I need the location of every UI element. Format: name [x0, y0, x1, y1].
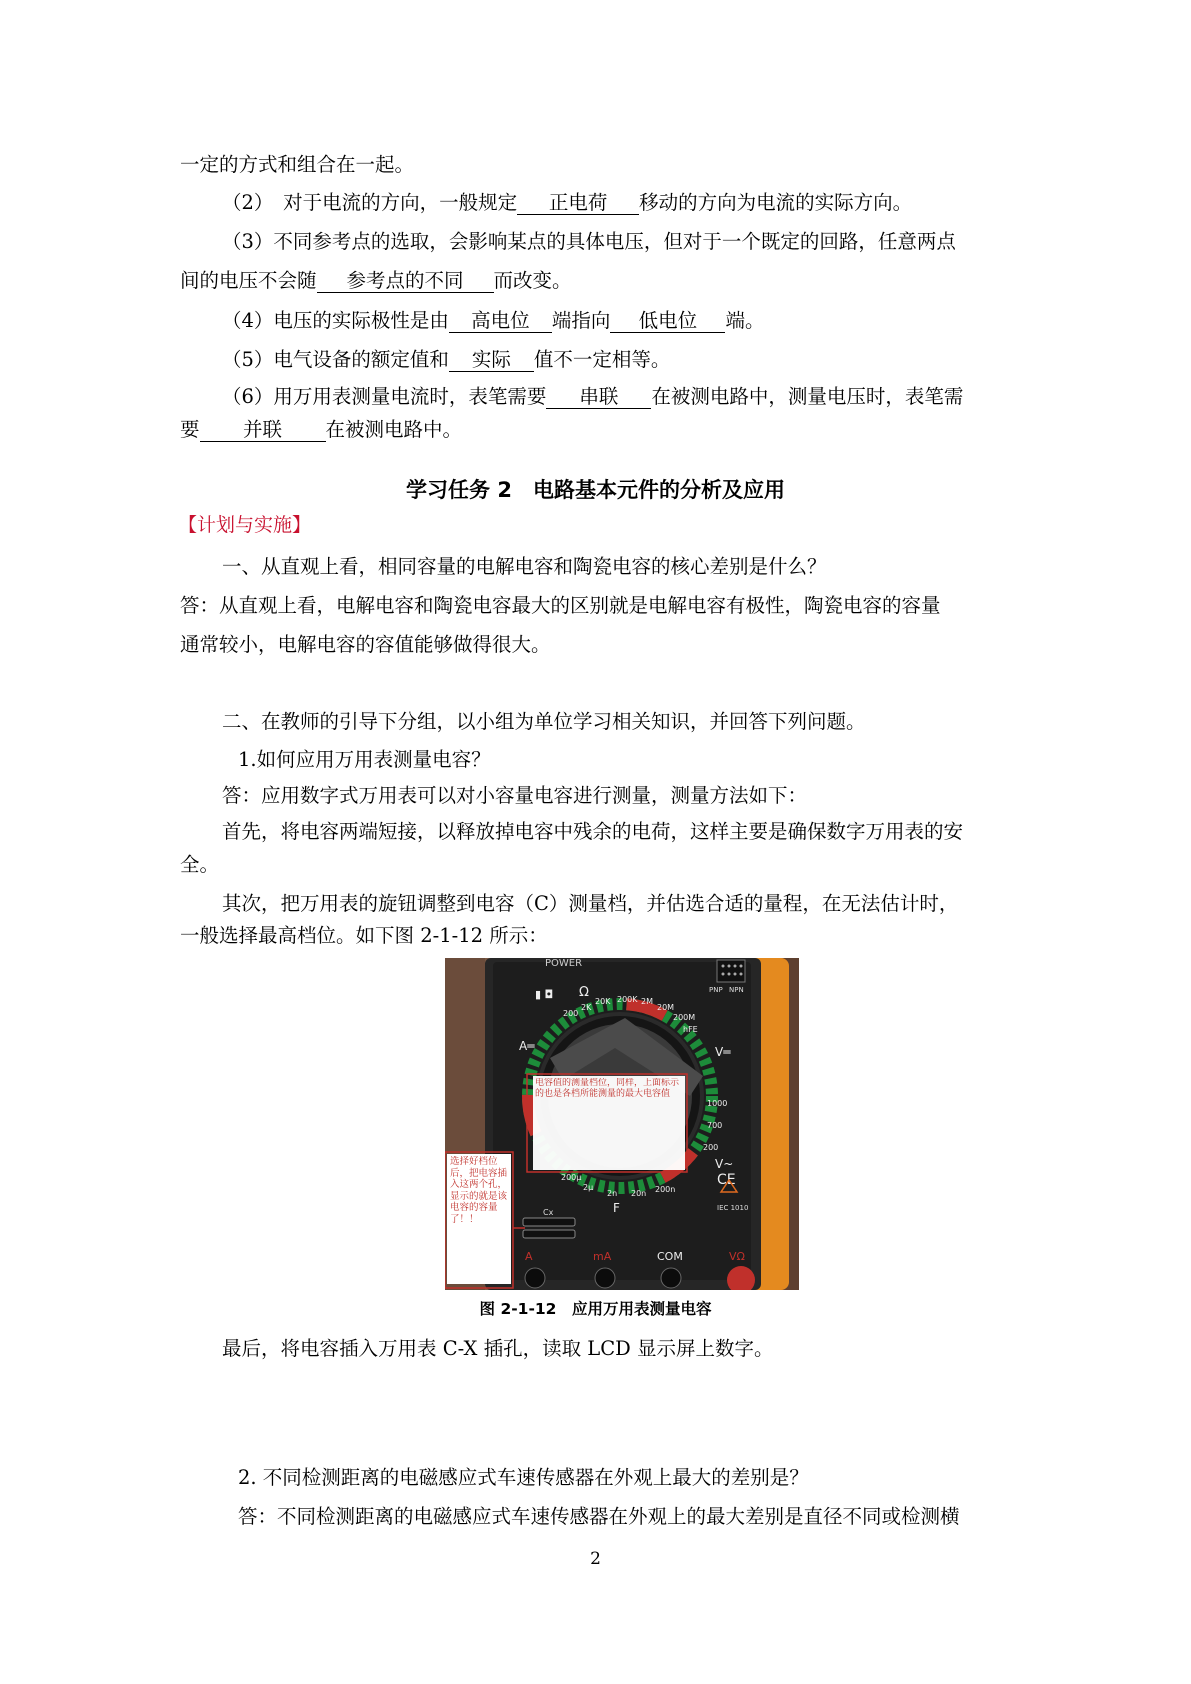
range-label: 200: [703, 1143, 719, 1152]
range-label: 2μ: [583, 1183, 594, 1192]
text-segment: 端指向: [551, 309, 611, 332]
text-line: [222, 190, 912, 216]
answer-text: 答：从直观上看，电解电容和陶瓷电容最大的区别就是电解电容有极性，陶瓷电容的容量: [180, 594, 941, 617]
text-line: [222, 347, 670, 373]
text-line: 全。: [180, 853, 220, 876]
answer-blank: 参考点的不同: [317, 270, 494, 293]
answer-blank: 高电位: [449, 310, 552, 333]
text-segment: 在被测电路中。: [325, 418, 463, 441]
page-number: 2: [590, 1549, 601, 1569]
farad-label: F: [613, 1201, 620, 1215]
cx-label: Cx: [543, 1208, 554, 1217]
text-line: 其次，把万用表的旋钮调整到电容（C）测量档，并估选合适的量程，在无法估计时，: [222, 892, 959, 915]
text-line: [180, 417, 462, 443]
text-segment: 在被测电路中，测量电压时，表笔需: [651, 385, 964, 408]
range-label: 20K: [595, 997, 611, 1006]
answer-text: 答：不同检测距离的电磁感应式车速传感器在外观上的最大差别是直径不同或检测横: [238, 1505, 960, 1528]
section-title: 学习任务 2 电路基本元件的分析及应用: [406, 478, 785, 502]
text-line: [222, 308, 764, 334]
brand-label: POWER: [545, 958, 583, 969]
range-label: 700: [707, 1121, 723, 1130]
v-ac-label: V~: [715, 1157, 734, 1171]
photo-note-left: 选择好档位后，把电容插入这两个孔，显示的就是该电容的容量了！！: [450, 1156, 508, 1225]
text-line: （3）不同参考点的选取，会影响某点的具体电压，但对于一个既定的回路，任意两点: [222, 230, 956, 253]
text-segment: 端。: [725, 309, 765, 332]
range-label: 2K: [581, 1003, 592, 1012]
ce-mark: CE: [717, 1172, 736, 1188]
com-jack-label: COM: [657, 1250, 683, 1263]
range-label: 200n: [655, 1185, 676, 1194]
question: 二、在教师的引导下分组，以小组为单位学习相关知识，并回答下列问题。: [222, 710, 866, 733]
range-label: 20n: [631, 1189, 647, 1198]
text-line: 一定的方式和组合在一起。: [180, 153, 415, 176]
text-segment: （2） 对于电流的方向，一般规定: [222, 191, 518, 214]
photo-note-center: 电容值的测量档位，同样，上面标示的也是各档所能测量的最大电容值: [535, 1078, 680, 1099]
text-line: [180, 268, 572, 294]
multimeter-photo: [445, 958, 799, 1290]
range-label: 2M: [641, 997, 653, 1006]
a-jack-label: A: [525, 1250, 533, 1263]
question: 2. 不同检测距离的电磁感应式车速传感器在外观上最大的差别是？: [238, 1466, 809, 1489]
text-line: 一般选择最高档位。如下图 2-1-12 所示：: [180, 924, 548, 947]
answer-blank: 正电荷: [517, 192, 639, 215]
text-segment: 移动的方向为电流的实际方向。: [639, 191, 913, 214]
vohm-jack-label: VΩ: [729, 1250, 745, 1263]
plan-heading: 【计划与实施】: [178, 514, 312, 536]
range-label: 200K: [617, 995, 638, 1004]
range-label: 2n: [607, 1189, 618, 1198]
power-indicator-label: ▮ ◘: [535, 988, 554, 1001]
answer-blank: 串联: [546, 386, 651, 409]
text-segment: （6）用万用表测量电流时，表笔需要: [222, 385, 547, 408]
text-line: [222, 384, 963, 410]
pnp-label: PNP: [709, 986, 723, 994]
answer-text: 通常较小，电解电容的容值能够做得很大。: [180, 633, 551, 656]
range-label: 200: [563, 1009, 579, 1018]
figure-caption: 图 2-1-12 应用万用表测量电容: [479, 1300, 712, 1318]
answer-blank: 实际: [449, 349, 534, 372]
answer-text: 答：应用数字式万用表可以对小容量电容进行测量，测量方法如下：: [222, 784, 808, 807]
text-line: 最后，将电容插入万用表 C-X 插孔，读取 LCD 显示屏上数字。: [222, 1337, 774, 1360]
range-label: 200M: [673, 1013, 696, 1022]
text-segment: 值不一定相等。: [533, 348, 671, 371]
text-segment: （4）电压的实际极性是由: [222, 309, 449, 332]
range-label: 1000: [707, 1099, 728, 1108]
text-line: 首先，将电容两端短接，以释放掉电容中残余的电荷，这样主要是确保数字万用表的安: [222, 820, 964, 843]
ma-jack-label: mA: [593, 1250, 612, 1263]
hfe-label: hFE: [683, 1025, 698, 1034]
text-segment: 而改变。: [493, 269, 572, 292]
text-segment: （5）电气设备的额定值和: [222, 348, 449, 371]
answer-blank: 并联: [200, 419, 326, 442]
text-segment: 要: [180, 418, 200, 441]
text-segment: 间的电压不会随: [180, 269, 317, 292]
answer-blank: 低电位: [610, 310, 725, 333]
question: 1.如何应用万用表测量电容？: [238, 748, 491, 771]
range-label: 20M: [657, 1003, 675, 1012]
question: 一、从直观上看，相同容量的电解电容和陶瓷电容的核心差别是什么？: [222, 555, 827, 578]
range-label: 200μ: [561, 1173, 582, 1182]
a-dc-label: A═: [519, 1039, 535, 1053]
ohm-symbol: Ω: [579, 985, 589, 1000]
npn-label: NPN: [729, 986, 744, 994]
iec-label: IEC 1010: [717, 1204, 749, 1212]
v-dc-label: V═: [715, 1045, 731, 1059]
